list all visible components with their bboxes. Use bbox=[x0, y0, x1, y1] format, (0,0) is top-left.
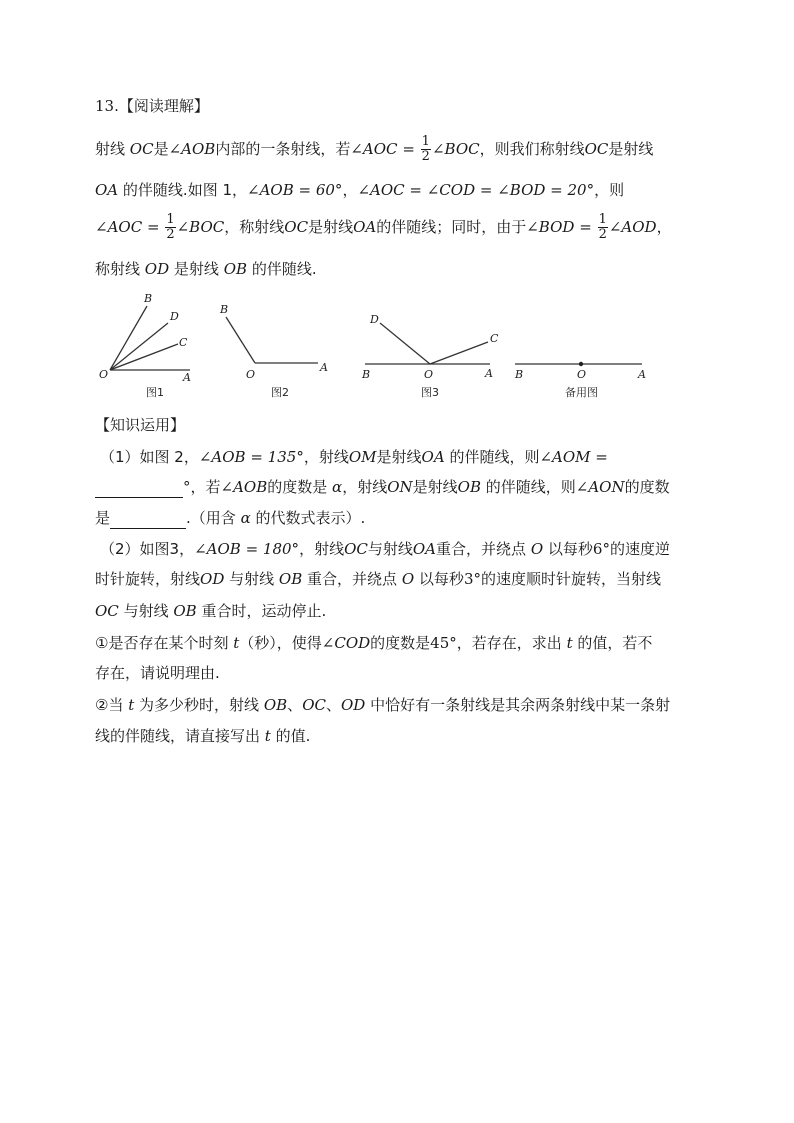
text: 内部的一条射线，若 bbox=[215, 140, 351, 158]
figures-row bbox=[0, 288, 794, 408]
math-angle: ∠AOD bbox=[608, 218, 657, 236]
text: 的伴随线.如图 1， bbox=[122, 181, 248, 199]
math-oc: OC bbox=[344, 540, 368, 558]
label-o: O bbox=[99, 368, 109, 381]
text: ， bbox=[342, 181, 358, 199]
math-equation: ∠AOB = 135° bbox=[198, 448, 304, 466]
text: 是射线 bbox=[412, 478, 458, 496]
math-t: t bbox=[264, 727, 271, 745]
text: 的伴随线，则 bbox=[449, 448, 540, 466]
text: 的速度顺时针旋转，当射线 bbox=[480, 570, 661, 588]
answer-blank-1[interactable] bbox=[95, 481, 183, 498]
q2-1-line-2 bbox=[95, 662, 220, 684]
math-oc: OC bbox=[302, 696, 326, 714]
math-speed: 6° bbox=[592, 540, 610, 558]
math-oa: OA bbox=[421, 448, 445, 466]
figure-2 bbox=[219, 303, 328, 399]
math-equation: ∠AOB = 60° bbox=[247, 181, 343, 199]
text: 、 bbox=[325, 696, 341, 714]
text: （秒），使得 bbox=[239, 634, 322, 652]
ray-ob bbox=[110, 306, 147, 370]
text: （2）如图3， bbox=[100, 540, 195, 558]
text: 中恰好有一条射线是其余两条射线中某一条射 bbox=[370, 696, 671, 714]
problem-heading bbox=[95, 95, 209, 117]
equals-sign: = bbox=[579, 218, 592, 236]
ray-oc bbox=[110, 344, 178, 370]
q2-2-line-2 bbox=[95, 725, 310, 747]
text: °，若 bbox=[183, 478, 221, 496]
math-alpha: α bbox=[240, 509, 251, 527]
q1-line-2 bbox=[95, 476, 670, 498]
fraction-numerator: 1 bbox=[421, 134, 430, 149]
math-ob: OB bbox=[223, 260, 248, 278]
reading-line-2 bbox=[95, 179, 624, 201]
math-angle: ∠AOM = bbox=[539, 448, 608, 466]
equals-sign: = bbox=[146, 218, 160, 236]
text: .（用含 bbox=[186, 509, 236, 527]
text: 的度数 bbox=[624, 478, 670, 496]
q1-line-1 bbox=[100, 446, 608, 468]
fig1-caption: 图1 bbox=[146, 386, 164, 399]
text: 以每秒 bbox=[547, 540, 593, 558]
fraction-denominator: 2 bbox=[421, 149, 430, 164]
figure-3 bbox=[361, 313, 499, 399]
label-c: C bbox=[179, 336, 188, 349]
section-knowledge-title: 【知识运用】 bbox=[95, 416, 186, 434]
text: 线的伴随线，请直接写出 bbox=[95, 727, 261, 745]
math-alpha: α bbox=[332, 478, 343, 496]
math-od: OD bbox=[340, 696, 366, 714]
label-b: B bbox=[220, 303, 229, 316]
label-b: B bbox=[515, 368, 524, 381]
math-angle: ∠AOB bbox=[220, 478, 268, 496]
text: 是 bbox=[95, 509, 111, 527]
fraction-denominator: 2 bbox=[598, 227, 607, 242]
text: 的值. bbox=[275, 727, 311, 745]
math-oa: OA bbox=[353, 218, 377, 236]
ray-oc bbox=[430, 342, 488, 364]
text: ，射线 bbox=[299, 540, 345, 558]
text: 、 bbox=[287, 696, 303, 714]
text: ， bbox=[656, 218, 672, 236]
q2-1-line-1 bbox=[95, 632, 652, 654]
math-equation: ∠AOB = 180° bbox=[194, 540, 300, 558]
reading-line-1 bbox=[95, 135, 653, 164]
math-angle: ∠AOB bbox=[168, 140, 216, 158]
point-o bbox=[579, 362, 583, 366]
label-c: C bbox=[490, 332, 499, 345]
q2-line-2 bbox=[95, 568, 661, 590]
figure-spare bbox=[514, 362, 646, 399]
fig2-caption: 图2 bbox=[271, 386, 289, 399]
text: 的代数式表示）. bbox=[255, 509, 366, 527]
label-a: A bbox=[320, 361, 328, 374]
equals-sign: = bbox=[402, 140, 415, 158]
text: 重合，并绕点 bbox=[436, 540, 527, 558]
text: 是射线 bbox=[173, 260, 219, 278]
label-d: D bbox=[170, 310, 179, 323]
fraction-half bbox=[598, 213, 608, 242]
text: ，则 bbox=[594, 181, 625, 199]
text: ，射线 bbox=[303, 448, 349, 466]
label-b: B bbox=[144, 292, 153, 305]
label-a: A bbox=[183, 371, 191, 384]
math-t: t bbox=[128, 696, 135, 714]
text: ，射线 bbox=[342, 478, 388, 496]
answer-blank-2[interactable] bbox=[110, 512, 186, 529]
fraction-half bbox=[421, 135, 431, 164]
math-ob: OB bbox=[457, 478, 481, 496]
text: 是射线 bbox=[608, 140, 654, 158]
fraction-numerator: 1 bbox=[166, 212, 175, 227]
math-speed: 3° bbox=[463, 570, 481, 588]
text: ，则我们称射线 bbox=[479, 140, 585, 158]
math-o: O bbox=[401, 570, 415, 588]
math-oc: OC bbox=[129, 140, 154, 158]
fig3-caption: 图3 bbox=[421, 386, 439, 399]
figure-1 bbox=[99, 292, 191, 399]
reading-line-3 bbox=[95, 213, 672, 242]
text: 称射线 bbox=[95, 260, 141, 278]
spare-caption: 备用图 bbox=[565, 386, 598, 399]
fraction-half bbox=[165, 213, 175, 242]
text: 与射线 bbox=[123, 602, 169, 620]
math-oa: OA bbox=[95, 181, 119, 199]
text: 时针旋转，射线 bbox=[95, 570, 201, 588]
reading-line-4 bbox=[95, 258, 317, 280]
text: 是射线 bbox=[308, 218, 354, 236]
text: 的速度逆 bbox=[609, 540, 670, 558]
math-ob: OB bbox=[173, 602, 197, 620]
math-angle: ∠AON bbox=[575, 478, 625, 496]
label-o: O bbox=[424, 368, 434, 381]
problem-number: 13. bbox=[95, 97, 119, 115]
math-oc: OC bbox=[584, 140, 609, 158]
text: ②当 bbox=[95, 696, 124, 714]
section-reading-title: 【阅读理解】 bbox=[118, 97, 209, 115]
text: 的值，若不 bbox=[577, 634, 653, 652]
math-o: O bbox=[530, 540, 544, 558]
math-oa: OA bbox=[412, 540, 437, 558]
text: 射线 bbox=[95, 140, 126, 158]
math-om: OM bbox=[348, 448, 377, 466]
text: 重合时，运动停止. bbox=[201, 602, 327, 620]
text: 以每秒 bbox=[418, 570, 464, 588]
label-b: B bbox=[362, 368, 371, 381]
math-degree: 45° bbox=[430, 634, 457, 652]
q2-line-1 bbox=[100, 538, 670, 560]
math-oc: OC bbox=[95, 602, 119, 620]
math-equation: ∠AOC = ∠COD = ∠BOD = 20° bbox=[357, 181, 595, 199]
label-d: D bbox=[370, 313, 379, 326]
ray-ob bbox=[226, 317, 255, 363]
text: ，称射线 bbox=[224, 218, 285, 236]
text: 的伴随线. bbox=[251, 260, 317, 278]
q2-2-line-1 bbox=[95, 694, 670, 716]
math-on: ON bbox=[387, 478, 413, 496]
math-od: OD bbox=[200, 570, 225, 588]
text: 的度数是 bbox=[370, 634, 431, 652]
math-t: t bbox=[233, 634, 240, 652]
label-o: O bbox=[246, 368, 256, 381]
label-a: A bbox=[485, 367, 493, 380]
label-a: A bbox=[638, 368, 646, 381]
text: 存在，请说明理由. bbox=[95, 664, 220, 682]
math-angle: ∠AOC bbox=[350, 140, 398, 158]
math-angle: ∠BOC bbox=[176, 218, 225, 236]
math-ob: OB bbox=[263, 696, 288, 714]
math-angle: ∠BOD bbox=[526, 218, 575, 236]
ray-od bbox=[110, 323, 168, 370]
text: 与射线 bbox=[367, 540, 413, 558]
text: 为多少秒时，射线 bbox=[139, 696, 260, 714]
text: 是 bbox=[153, 140, 169, 158]
text: ，若存在，求出 bbox=[456, 634, 562, 652]
text: 的度数是 bbox=[267, 478, 328, 496]
text: （1）如图 2， bbox=[100, 448, 199, 466]
label-o: O bbox=[577, 368, 587, 381]
math-od: OD bbox=[144, 260, 170, 278]
q2-line-3 bbox=[95, 600, 326, 622]
math-t: t bbox=[566, 634, 573, 652]
math-angle: ∠BOC bbox=[431, 140, 480, 158]
text: 与射线 bbox=[229, 570, 275, 588]
math-angle: ∠COD bbox=[321, 634, 371, 652]
math-ob: OB bbox=[278, 570, 303, 588]
math-oc: OC bbox=[284, 218, 309, 236]
text: 的伴随线，则 bbox=[485, 478, 576, 496]
text: 的伴随线；同时，由于 bbox=[376, 218, 527, 236]
text: 重合，并绕点 bbox=[307, 570, 398, 588]
fraction-numerator: 1 bbox=[598, 212, 607, 227]
fraction-denominator: 2 bbox=[166, 227, 175, 242]
ray-od bbox=[380, 323, 430, 364]
math-angle: ∠AOC bbox=[95, 218, 143, 236]
text: 是射线 bbox=[376, 448, 422, 466]
text: ①是否存在某个时刻 bbox=[95, 634, 229, 652]
q1-line-3 bbox=[95, 507, 365, 529]
